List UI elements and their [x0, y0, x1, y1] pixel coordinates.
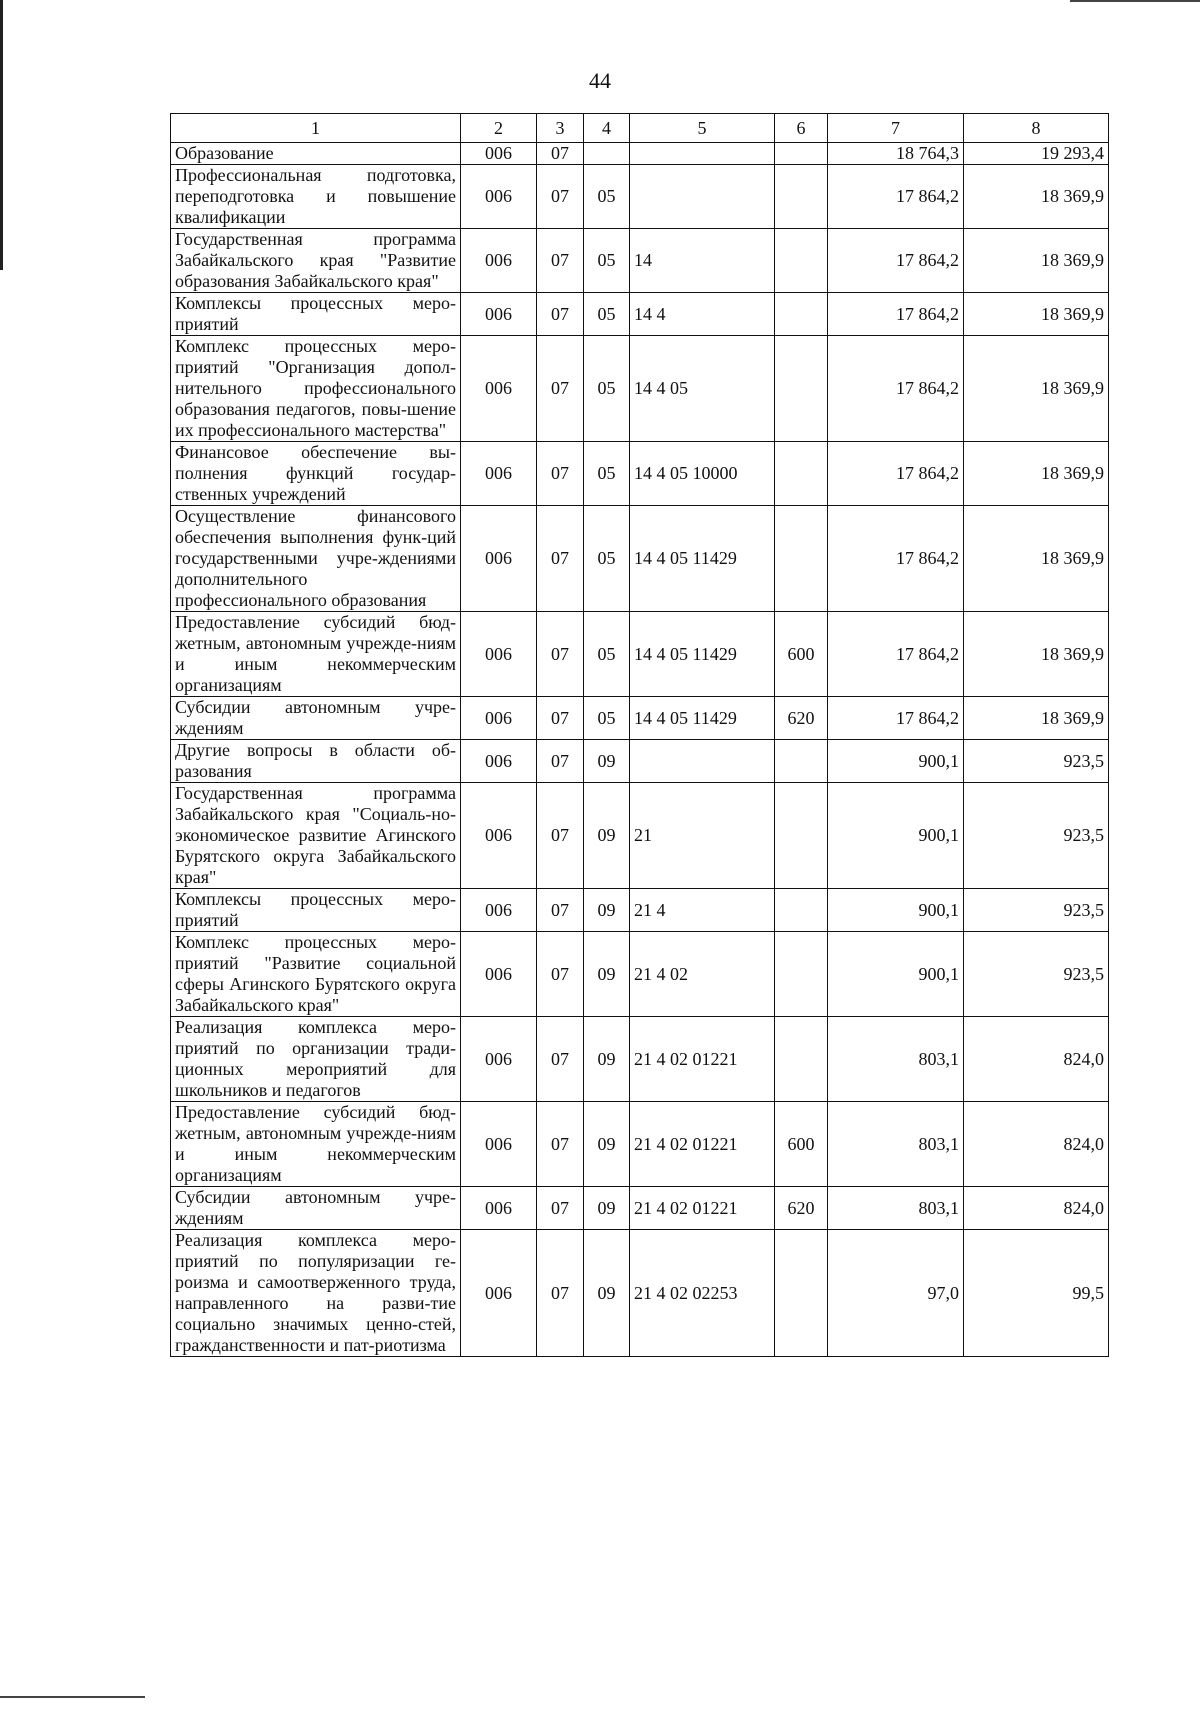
section-code: 07: [537, 889, 584, 932]
table-row: [171, 336, 1109, 442]
ministry-code: 006: [461, 932, 537, 1017]
subsection-code: 05: [584, 506, 630, 612]
amount-col7: 18 764,3: [828, 143, 964, 165]
section-code: 07: [537, 229, 584, 293]
expense-type-code: 620: [775, 1187, 828, 1230]
section-code: 07: [537, 1017, 584, 1102]
table-row: [171, 165, 1109, 229]
ministry-code: 006: [461, 1187, 537, 1230]
target-article-code: 14 4 05 11429: [630, 506, 775, 612]
table-row: [171, 740, 1109, 783]
table-row: [171, 1017, 1109, 1102]
expense-type-code: 620: [775, 697, 828, 740]
expense-type-code: [775, 442, 828, 506]
subsection-code: 05: [584, 165, 630, 229]
section-code: 07: [537, 1102, 584, 1187]
amount-col8: 18 369,9: [964, 229, 1109, 293]
section-code: 07: [537, 506, 584, 612]
amount-col7: 17 864,2: [828, 165, 964, 229]
ministry-code: 006: [461, 783, 537, 889]
subsection-code: [584, 143, 630, 165]
section-code: 07: [537, 612, 584, 697]
ministry-code: 006: [461, 1230, 537, 1357]
subsection-code: 09: [584, 1187, 630, 1230]
row-name: Государственная программа Забайкальского края "Социаль-но-экономическое развитие Агинского Бурятского округа Забайкальского края": [171, 783, 461, 889]
expense-type-code: [775, 165, 828, 229]
section-code: 07: [537, 1187, 584, 1230]
row-name: Комплексы процессных меро-приятий: [171, 293, 461, 336]
table-row: [171, 442, 1109, 506]
ministry-code: 006: [461, 229, 537, 293]
expense-type-code: [775, 740, 828, 783]
target-article-code: 21 4 02: [630, 932, 775, 1017]
section-code: 07: [537, 143, 584, 165]
row-name: Комплекс процессных меро-приятий "Развитие социальной сферы Агинского Бурятского округа Забайкальского края": [171, 932, 461, 1017]
amount-col7: 97,0: [828, 1230, 964, 1357]
ministry-code: 006: [461, 293, 537, 336]
row-name: Государственная программа Забайкальского края "Развитие образования Забайкальского края": [171, 229, 461, 293]
page-number: 44: [589, 68, 611, 93]
target-article-code: 21 4: [630, 889, 775, 932]
column-header: 3: [537, 114, 584, 143]
target-article-code: 14 4: [630, 293, 775, 336]
amount-col7: 17 864,2: [828, 293, 964, 336]
target-article-code: 21 4 02 01221: [630, 1187, 775, 1230]
target-article-code: 21 4 02 01221: [630, 1102, 775, 1187]
subsection-code: 09: [584, 783, 630, 889]
amount-col8: 923,5: [964, 889, 1109, 932]
row-name: Комплексы процессных меро-приятий: [171, 889, 461, 932]
section-code: 07: [537, 165, 584, 229]
amount-col7: 803,1: [828, 1017, 964, 1102]
table-row: [171, 932, 1109, 1017]
subsection-code: 09: [584, 740, 630, 783]
table-row: [171, 889, 1109, 932]
subsection-code: 05: [584, 229, 630, 293]
expense-type-code: [775, 293, 828, 336]
subsection-code: 05: [584, 293, 630, 336]
subsection-code: 09: [584, 1230, 630, 1357]
ministry-code: 006: [461, 336, 537, 442]
amount-col7: 17 864,2: [828, 336, 964, 442]
row-name: Финансовое обеспечение вы-полнения функций государ-ственных учреждений: [171, 442, 461, 506]
expense-type-code: [775, 1230, 828, 1357]
section-code: 07: [537, 740, 584, 783]
amount-col8: 18 369,9: [964, 612, 1109, 697]
section-code: 07: [537, 1230, 584, 1357]
row-name: Комплекс процессных меро-приятий "Организация допол-нительного профессионального образования педагогов, повы-шение их профессионального мастерства": [171, 336, 461, 442]
amount-col7: 17 864,2: [828, 229, 964, 293]
ministry-code: 006: [461, 1017, 537, 1102]
row-name: Субсидии автономным учре-ждениям: [171, 1187, 461, 1230]
target-article-code: 14: [630, 229, 775, 293]
amount-col7: 803,1: [828, 1102, 964, 1187]
amount-col7: 900,1: [828, 889, 964, 932]
amount-col8: 824,0: [964, 1187, 1109, 1230]
ministry-code: 006: [461, 889, 537, 932]
expense-type-code: [775, 783, 828, 889]
table-row: [171, 1102, 1109, 1187]
target-article-code: [630, 143, 775, 165]
column-header: 2: [461, 114, 537, 143]
amount-col8: 19 293,4: [964, 143, 1109, 165]
table-row: [171, 229, 1109, 293]
amount-col7: 17 864,2: [828, 506, 964, 612]
column-header: 8: [964, 114, 1109, 143]
scan-edge-top: [1070, 0, 1200, 2]
subsection-code: 09: [584, 1102, 630, 1187]
amount-col8: 824,0: [964, 1102, 1109, 1187]
ministry-code: 006: [461, 1102, 537, 1187]
ministry-code: 006: [461, 165, 537, 229]
expense-type-code: 600: [775, 1102, 828, 1187]
expense-type-code: [775, 889, 828, 932]
subsection-code: 05: [584, 442, 630, 506]
expense-type-code: 600: [775, 612, 828, 697]
section-code: 07: [537, 336, 584, 442]
target-article-code: 21: [630, 783, 775, 889]
table-row: [171, 143, 1109, 165]
table-row: [171, 1230, 1109, 1357]
row-name: Предоставление субсидий бюд-жетным, автономным учрежде-ниям и иным некоммерческим организациям: [171, 1102, 461, 1187]
table-row: [171, 697, 1109, 740]
scan-edge-bottom: [0, 1696, 145, 1698]
column-header: 7: [828, 114, 964, 143]
target-article-code: 14 4 05 10000: [630, 442, 775, 506]
amount-col7: 17 864,2: [828, 612, 964, 697]
section-code: 07: [537, 293, 584, 336]
expense-type-code: [775, 506, 828, 612]
row-name: Другие вопросы в области об-разования: [171, 740, 461, 783]
subsection-code: 05: [584, 612, 630, 697]
row-name: Профессиональная подготовка, переподготовка и повышение квалификации: [171, 165, 461, 229]
target-article-code: 14 4 05 11429: [630, 612, 775, 697]
amount-col8: 18 369,9: [964, 293, 1109, 336]
amount-col8: 18 369,9: [964, 336, 1109, 442]
column-header: 4: [584, 114, 630, 143]
row-name: Субсидии автономным учре-ждениям: [171, 697, 461, 740]
amount-col8: 99,5: [964, 1230, 1109, 1357]
expense-type-code: [775, 143, 828, 165]
table-body: [171, 143, 1109, 1357]
row-name: Реализация комплекса меро-приятий по популяризации ге-роизма и самоотверженного труда, направленного на разви-тие социально значимых ценно-стей, гражданственности и пат-риотизма: [171, 1230, 461, 1357]
amount-col8: 18 369,9: [964, 697, 1109, 740]
target-article-code: 14 4 05 11429: [630, 697, 775, 740]
table-row: [171, 1187, 1109, 1230]
amount-col7: 17 864,2: [828, 697, 964, 740]
table-row: [171, 506, 1109, 612]
amount-col7: 17 864,2: [828, 442, 964, 506]
column-header: 6: [775, 114, 828, 143]
ministry-code: 006: [461, 697, 537, 740]
subsection-code: 09: [584, 932, 630, 1017]
section-code: 07: [537, 442, 584, 506]
table-row: [171, 783, 1109, 889]
ministry-code: 006: [461, 740, 537, 783]
expense-type-code: [775, 932, 828, 1017]
target-article-code: 21 4 02 02253: [630, 1230, 775, 1357]
target-article-code: [630, 740, 775, 783]
ministry-code: 006: [461, 506, 537, 612]
target-article-code: 21 4 02 01221: [630, 1017, 775, 1102]
target-article-code: 14 4 05: [630, 336, 775, 442]
amount-col7: 900,1: [828, 783, 964, 889]
column-header: 1: [171, 114, 461, 143]
header-row: [171, 114, 1109, 143]
expense-type-code: [775, 336, 828, 442]
row-name: Образование: [171, 143, 461, 165]
amount-col8: 18 369,9: [964, 506, 1109, 612]
amount-col8: 18 369,9: [964, 165, 1109, 229]
ministry-code: 006: [461, 612, 537, 697]
row-name: Осуществление финансового обеспечения выполнения функ-ций государственными учре-ждениями дополнительного профессионального образования: [171, 506, 461, 612]
subsection-code: 05: [584, 697, 630, 740]
ministry-code: 006: [461, 143, 537, 165]
amount-col8: 923,5: [964, 783, 1109, 889]
amount-col8: 923,5: [964, 740, 1109, 783]
section-code: 07: [537, 697, 584, 740]
table-row: [171, 612, 1109, 697]
section-code: 07: [537, 783, 584, 889]
subsection-code: 05: [584, 336, 630, 442]
amount-col8: 824,0: [964, 1017, 1109, 1102]
ministry-code: 006: [461, 442, 537, 506]
target-article-code: [630, 165, 775, 229]
row-name: Предоставление субсидий бюд-жетным, автономным учрежде-ниям и иным некоммерческим организациям: [171, 612, 461, 697]
amount-col8: 923,5: [964, 932, 1109, 1017]
scan-edge-left: [0, 0, 3, 270]
subsection-code: 09: [584, 889, 630, 932]
budget-table: [170, 113, 1109, 1357]
section-code: 07: [537, 932, 584, 1017]
table-row: [171, 293, 1109, 336]
subsection-code: 09: [584, 1017, 630, 1102]
amount-col7: 803,1: [828, 1187, 964, 1230]
amount-col7: 900,1: [828, 740, 964, 783]
column-header: 5: [630, 114, 775, 143]
expense-type-code: [775, 1017, 828, 1102]
row-name: Реализация комплекса меро-приятий по организации тради-ционных мероприятий для школьников и педагогов: [171, 1017, 461, 1102]
amount-col8: 18 369,9: [964, 442, 1109, 506]
expense-type-code: [775, 229, 828, 293]
amount-col7: 900,1: [828, 932, 964, 1017]
